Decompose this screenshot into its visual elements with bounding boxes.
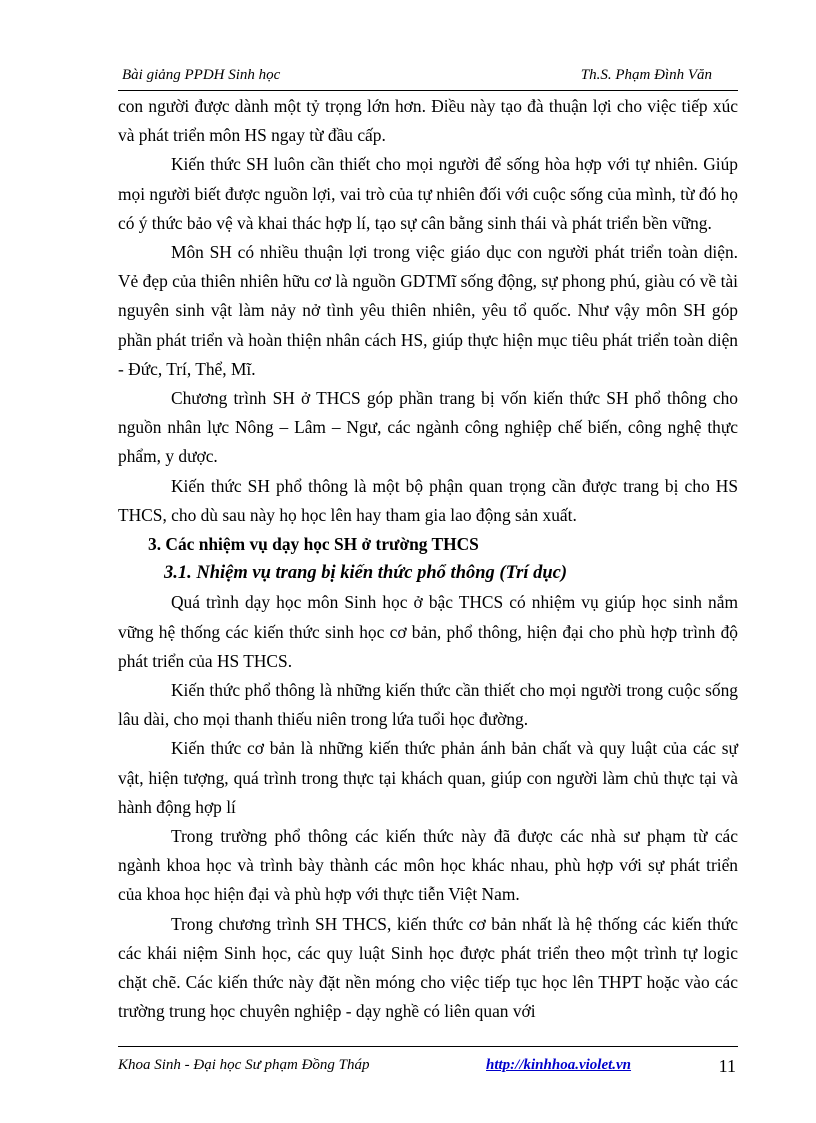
paragraph: Kiến thức cơ bản là những kiến thức phản ánh bản chất và quy luật của các sự vật, hiện tượng, quá trình trong thực tại khách quan, giúp con người làm chủ thực tại và hành động hợp lí: [118, 738, 738, 817]
paragraph: Chương trình SH ở THCS góp phần trang bị vốn kiến thức SH phổ thông cho nguồn nhân lực Nông – Lâm – Ngư, các ngành công nghiệp chế biến, công nghệ thực phẩm, y dược.: [118, 388, 738, 467]
paragraph: Quá trình dạy học môn Sinh học ở bậc THCS có nhiệm vụ giúp học sinh nắm vững hệ thống các kiến thức sinh học cơ bản, phổ thông, hiện đại cho phù hợp trình độ phát triển của HS THCS.: [118, 592, 738, 671]
paragraph: Kiến thức phổ thông là những kiến thức cần thiết cho mọi người trong cuộc sống lâu dài, cho mọi thanh thiếu niên trong lứa tuổi học đường.: [118, 680, 738, 730]
page-footer: [118, 1057, 738, 1079]
document-body: [118, 92, 738, 1027]
paragraph: con người được dành một tỷ trọng lớn hơn. Điều này tạo đà thuận lợi cho việc tiếp xúc và phát triển môn HS ngay từ đầu cấp.: [118, 96, 738, 146]
page-header: [118, 64, 738, 91]
paragraph: Kiến thức SH phổ thông là một bộ phận quan trọng cần được trang bị cho HS THCS, cho dù sau này họ học lên hay tham gia lao động sản xuất.: [118, 475, 738, 525]
header-course-title: Bài giảng PPDH Sinh học: [122, 67, 281, 83]
page-number: 11: [718, 1056, 736, 1076]
paragraph: Trong trường phổ thông các kiến thức này đã được các nhà sư phạm từ các ngành khoa học và trình bày thành các môn học khác nhau, phù hợp với sự phát triển của khoa học hiện đại và phù hợp với thực tiễn Việt Nam.: [118, 826, 738, 905]
section-heading: 3. Các nhiệm vụ dạy học SH ở trường THCS: [148, 534, 479, 555]
paragraph: Kiến thức SH luôn cần thiết cho mọi người để sống hòa hợp với tự nhiên. Giúp mọi người biết được nguồn lợi, vai trò của tự nhiên đối với cuộc sống của mình, từ đó họ có ý thức bảo vệ và khai thác hợp lí, tạo sự cân bằng sinh thái và phát triển bền vững.: [118, 154, 738, 233]
footer-website-link[interactable]: http://kinhhoa.violet.vn: [486, 1057, 632, 1073]
header-author: Th.S. Phạm Đình Văn: [580, 67, 712, 83]
footer-divider: [118, 1046, 738, 1047]
subsection-heading: 3.1. Nhiệm vụ trang bị kiến thức phổ thông (Trí dục): [164, 563, 568, 584]
paragraph: Môn SH có nhiều thuận lợi trong việc giáo dục con người phát triển toàn diện. Vẻ đẹp của thiên nhiên hữu cơ là nguồn GDTMĩ sống động, sự phong phú, giàu có về tài nguyên sinh vật làm nảy nở tình yêu thiên nhiên, yêu tổ quốc. Như vậy môn SH góp phần phát triển và hoàn thiện nhân cách HS, giúp thực hiện mục tiêu phát triển toàn diện - Đức, Trí, Thể, Mĩ.: [118, 242, 738, 379]
footer-institution: Khoa Sinh - Đại học Sư phạm Đồng Tháp: [118, 1057, 370, 1073]
paragraph: Trong chương trình SH THCS, kiến thức cơ bản nhất là hệ thống các kiến thức các khái niệm Sinh học, các quy luật Sinh học được phát triển theo một trình tự logic chặt chẽ. Các kiến thức này đặt nền móng cho việc tiếp tục học lên THPT hoặc vào các trường trung học chuyên nghiệp - dạy nghề có liên quan với: [118, 913, 738, 1022]
